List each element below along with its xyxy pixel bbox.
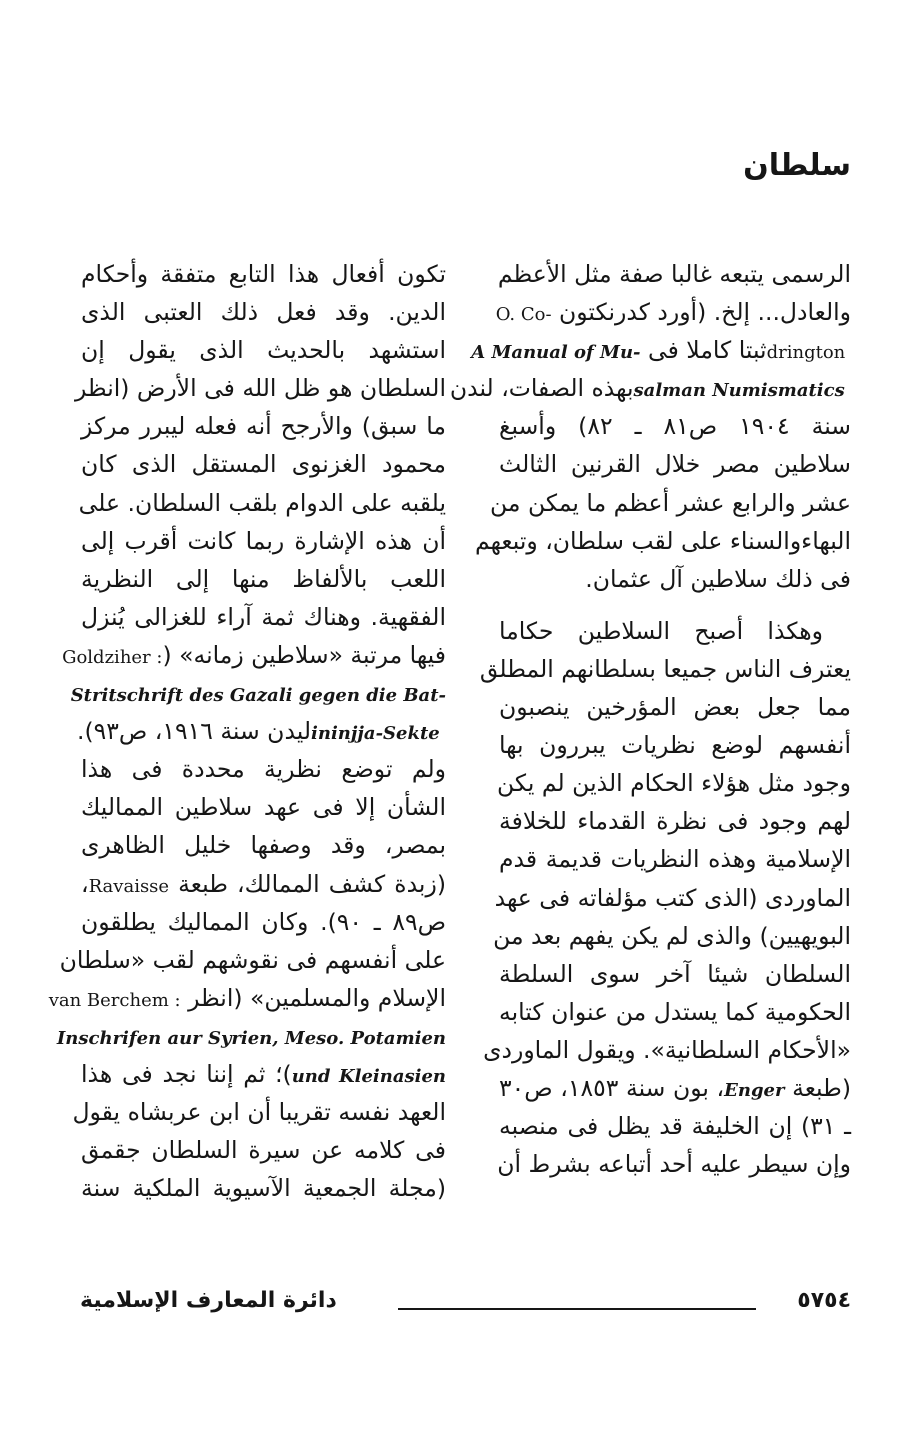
text-line: والعادل... إلخ. (أورد كدرنكتون O. Co-	[495, 298, 851, 327]
text-line: السلطان هو ظل الله فى الأرض (انظر	[74, 374, 446, 403]
text-line: und Kleinasien)؛ ثم إننا نجد فى هذا	[81, 1059, 446, 1088]
text-line: ininjja-Sekte ليدن سنة ١٩١٦، ص٩٣).	[77, 717, 446, 746]
text-line: الشأن إلا فى عهد سلاطين المماليك	[81, 793, 446, 822]
text-line: salman Numismatics بهذه الصفات، لندن	[449, 374, 851, 403]
left-text-column	[48, 255, 446, 1207]
text-line: (مجلة الجمعية الآسيوية الملكية سنة	[81, 1174, 446, 1203]
text-line: الإسلام والمسلمين» (انظر van Berchem :	[48, 983, 446, 1012]
text-line: (طبعة Enger، بون سنة ١٨٥٣، ص٣٠	[499, 1073, 851, 1102]
text-line: Stritschrift des Gazali gegen die Bat-	[70, 685, 446, 707]
text-line: أنفسهم لوضع نظريات يبررون بها	[499, 731, 851, 760]
entry-title: سلطان	[743, 148, 851, 183]
text-line: البويهيين) والذى لم يكن يفهم بعد من	[493, 921, 851, 950]
text-line: فيها مرتبة «سلاطين زمانه» (Goldziher :	[62, 640, 446, 669]
text-line: السلطان شيئا آخر سوى السلطة	[499, 959, 851, 988]
text-line: ـ ٣١) إن الخليفة قد يظل فى منصبه	[499, 1112, 851, 1141]
text-line: العهد نفسه تقريبا أن ابن عربشاه يقول	[72, 1098, 446, 1127]
text-line: فى ذلك سلاطين آل عثمان.	[585, 564, 851, 593]
text-line: الماوردى (الذى كتب مؤلفاته فى عهد	[494, 883, 851, 912]
text-line: Inschrifen aur Syrien, Meso. Potamien	[56, 1027, 446, 1049]
text-line: ص٨٩ ـ ٩٠). وكان المماليك يطلقون	[81, 907, 446, 936]
text-line: drington ثبتا كاملا فى A Manual of Mu-	[471, 336, 851, 365]
text-line: البهاءوالسناء على لقب سلطان، وتبعهم	[474, 526, 851, 555]
page-number: ٥٧٥٤	[797, 1288, 851, 1313]
text-line: ما سبق) والأرجح أنه فعله ليبرر مركز	[81, 412, 446, 441]
right-text-column	[449, 255, 851, 1183]
text-line: وإن سيطر عليه أحد أتباعه بشرط أن	[497, 1150, 851, 1179]
paragraph-gap	[499, 598, 851, 612]
text-line: (زبدة كشف الممالك، طبعة Ravaisse،	[81, 869, 446, 898]
text-line: الحكومية كما يستدل من عنوان كتابه	[499, 997, 851, 1026]
text-line: الإسلامية وهذه النظريات قديمة قدم	[499, 845, 851, 874]
text-line: مما جعل بعض المؤرخين ينصبون	[499, 693, 851, 722]
text-line: الفقهية. وهناك ثمة آراء للغزالى يُنزل	[81, 602, 446, 631]
text-line: ولم توضع نظرية محددة فى هذا	[81, 755, 446, 784]
text-line: تكون أفعال هذا التابع متفقة وأحكام	[81, 260, 446, 288]
text-line: وهكذا أصبح السلاطين حكاما	[499, 616, 823, 645]
text-line: محمود الغزنوى المستقل الذى كان	[81, 450, 446, 479]
footer-rule	[398, 1308, 756, 1310]
text-line: سنة ١٩٠٤ ص٨١ ـ ٨٢) وأسبغ	[499, 412, 851, 441]
text-line: الدين. وقد فعل ذلك العتبى الذى	[81, 298, 446, 327]
page-footer	[80, 1288, 851, 1328]
text-line: بمصر، وقد وصفها خليل الظاهرى	[81, 831, 446, 860]
text-line: استشهد بالحديث الذى يقول إن	[81, 336, 446, 365]
text-line: عشر والرابع عشر أعظم ما يمكن من	[490, 488, 851, 517]
encyclopedia-name: دائرة المعارف الإسلامية	[80, 1288, 337, 1313]
text-line: يعترف الناس جميعا بسلطانهم المطلق	[479, 654, 851, 683]
text-line: الرسمى يتبعه غالبا صفة مثل الأعظم	[497, 260, 851, 288]
text-line: سلاطين مصر خلال القرنين الثالث	[499, 450, 851, 479]
text-line: وجود مثل هؤلاء الحكام الذين لم يكن	[497, 769, 851, 798]
text-line: يلقبه على الدوام بلقب السلطان. على	[78, 488, 446, 517]
text-line: لهم وجود فى نظرة القدماء للخلافة	[499, 807, 851, 836]
text-line: أن هذه الإشارة ربما كانت أقرب إلى	[81, 526, 446, 555]
text-line: على أنفسهم فى نقوشهم لقب «سلطان	[59, 945, 446, 974]
text-line: اللعب بالألفاظ منها إلى النظرية	[81, 564, 446, 593]
text-line: فى كلامه عن سيرة السلطان جقمق	[81, 1136, 446, 1165]
text-line: «الأحكام السلطانية». ويقول الماوردى	[483, 1035, 851, 1064]
